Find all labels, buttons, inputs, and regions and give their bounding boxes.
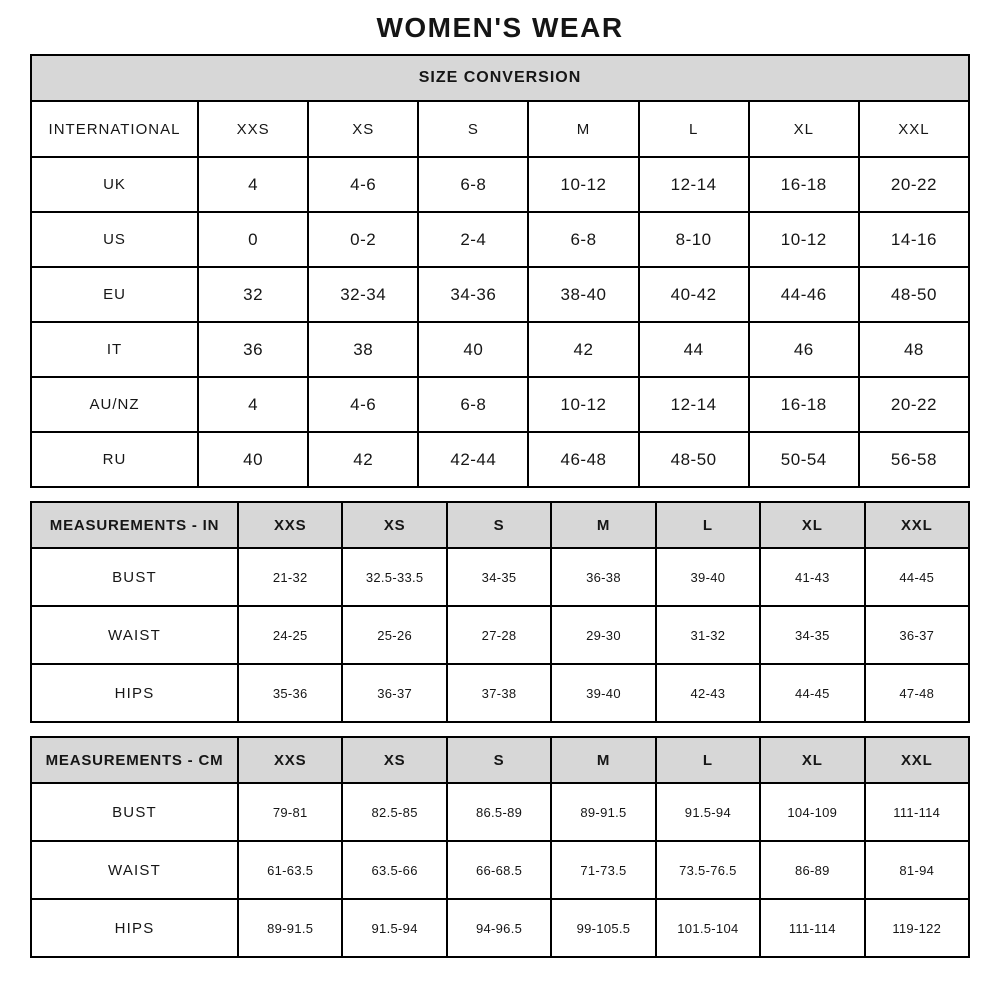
value-cell: 71-73.5 xyxy=(551,841,655,899)
row-label: AU/NZ xyxy=(31,377,198,432)
measurements-cm-body xyxy=(31,783,969,957)
size-column-header: L xyxy=(656,737,760,783)
table-row xyxy=(31,212,969,267)
value-cell: 42 xyxy=(308,432,418,487)
size-column-header: S xyxy=(447,737,551,783)
value-cell: 16-18 xyxy=(749,377,859,432)
value-cell: 14-16 xyxy=(859,212,969,267)
table-row xyxy=(31,606,969,664)
value-cell: 4-6 xyxy=(308,377,418,432)
value-cell: 79-81 xyxy=(238,783,342,841)
measurements-in-body xyxy=(31,548,969,722)
value-cell: 111-114 xyxy=(760,899,864,957)
value-cell: 21-32 xyxy=(238,548,342,606)
value-cell: 119-122 xyxy=(865,899,969,957)
value-cell: 89-91.5 xyxy=(551,783,655,841)
row-label: BUST xyxy=(31,783,238,841)
value-cell: 4 xyxy=(198,157,308,212)
value-cell: 32.5-33.5 xyxy=(342,548,446,606)
value-cell: 46-48 xyxy=(528,432,638,487)
row-label: IT xyxy=(31,322,198,377)
value-cell: 8-10 xyxy=(639,212,749,267)
value-cell: 32-34 xyxy=(308,267,418,322)
size-column-header: XXS xyxy=(238,737,342,783)
value-cell: 40 xyxy=(418,322,528,377)
value-cell: 29-30 xyxy=(551,606,655,664)
value-cell: 104-109 xyxy=(760,783,864,841)
value-cell: 61-63.5 xyxy=(238,841,342,899)
value-cell: 2-4 xyxy=(418,212,528,267)
size-column-header: L xyxy=(639,101,749,157)
table-row xyxy=(31,664,969,722)
value-cell: 63.5-66 xyxy=(342,841,446,899)
size-column-header: XXL xyxy=(859,101,969,157)
row-label: US xyxy=(31,212,198,267)
value-cell: 34-36 xyxy=(418,267,528,322)
value-cell: 6-8 xyxy=(418,377,528,432)
value-cell: 42 xyxy=(528,322,638,377)
value-cell: 91.5-94 xyxy=(656,783,760,841)
value-cell: 38-40 xyxy=(528,267,638,322)
value-cell: 42-43 xyxy=(656,664,760,722)
value-cell: 36-38 xyxy=(551,548,655,606)
row-label: RU xyxy=(31,432,198,487)
value-cell: 40 xyxy=(198,432,308,487)
value-cell: 50-54 xyxy=(749,432,859,487)
value-cell: 41-43 xyxy=(760,548,864,606)
size-column-header: XS xyxy=(308,101,418,157)
value-cell: 0 xyxy=(198,212,308,267)
size-column-header: XS xyxy=(342,502,446,548)
measurements-cm-header-row xyxy=(31,737,969,783)
label-column-header: MEASUREMENTS - CM xyxy=(31,737,238,783)
value-cell: 86.5-89 xyxy=(447,783,551,841)
value-cell: 20-22 xyxy=(859,157,969,212)
row-label: HIPS xyxy=(31,664,238,722)
value-cell: 27-28 xyxy=(447,606,551,664)
value-cell: 39-40 xyxy=(656,548,760,606)
value-cell: 36-37 xyxy=(865,606,969,664)
size-column-header: XL xyxy=(760,737,864,783)
value-cell: 35-36 xyxy=(238,664,342,722)
table-row xyxy=(31,548,969,606)
value-cell: 34-35 xyxy=(760,606,864,664)
row-label: EU xyxy=(31,267,198,322)
value-cell: 44-46 xyxy=(749,267,859,322)
value-cell: 73.5-76.5 xyxy=(656,841,760,899)
value-cell: 20-22 xyxy=(859,377,969,432)
size-column-header: XS xyxy=(342,737,446,783)
measurements-in-table xyxy=(30,501,970,723)
table-row xyxy=(31,899,969,957)
table-row xyxy=(31,157,969,212)
size-column-header: S xyxy=(418,101,528,157)
value-cell: 36 xyxy=(198,322,308,377)
value-cell: 10-12 xyxy=(749,212,859,267)
value-cell: 24-25 xyxy=(238,606,342,664)
value-cell: 12-14 xyxy=(639,377,749,432)
size-column-header: M xyxy=(551,737,655,783)
value-cell: 48-50 xyxy=(859,267,969,322)
value-cell: 0-2 xyxy=(308,212,418,267)
table-row xyxy=(31,267,969,322)
value-cell: 82.5-85 xyxy=(342,783,446,841)
value-cell: 42-44 xyxy=(418,432,528,487)
row-label: UK xyxy=(31,157,198,212)
size-conversion-table xyxy=(30,54,970,488)
value-cell: 10-12 xyxy=(528,377,638,432)
value-cell: 36-37 xyxy=(342,664,446,722)
size-conversion-band-title: SIZE CONVERSION xyxy=(31,55,969,101)
row-label: WAIST xyxy=(31,841,238,899)
value-cell: 91.5-94 xyxy=(342,899,446,957)
value-cell: 99-105.5 xyxy=(551,899,655,957)
table-row xyxy=(31,377,969,432)
value-cell: 34-35 xyxy=(447,548,551,606)
size-column-header: XL xyxy=(749,101,859,157)
value-cell: 38 xyxy=(308,322,418,377)
size-column-header: S xyxy=(447,502,551,548)
value-cell: 44 xyxy=(639,322,749,377)
table-row xyxy=(31,783,969,841)
value-cell: 81-94 xyxy=(865,841,969,899)
page-title: WOMEN'S WEAR xyxy=(376,12,624,43)
label-column-header: INTERNATIONAL xyxy=(31,101,198,157)
value-cell: 46 xyxy=(749,322,859,377)
value-cell: 4-6 xyxy=(308,157,418,212)
size-column-header: XL xyxy=(760,502,864,548)
value-cell: 111-114 xyxy=(865,783,969,841)
row-label: BUST xyxy=(31,548,238,606)
value-cell: 25-26 xyxy=(342,606,446,664)
value-cell: 56-58 xyxy=(859,432,969,487)
size-column-header: XXS xyxy=(238,502,342,548)
value-cell: 47-48 xyxy=(865,664,969,722)
table-row xyxy=(31,841,969,899)
size-conversion-header-row xyxy=(31,101,969,157)
row-label: WAIST xyxy=(31,606,238,664)
table-row xyxy=(31,322,969,377)
value-cell: 10-12 xyxy=(528,157,638,212)
size-column-header: XXL xyxy=(865,502,969,548)
value-cell: 4 xyxy=(198,377,308,432)
value-cell: 101.5-104 xyxy=(656,899,760,957)
value-cell: 44-45 xyxy=(865,548,969,606)
size-column-header: M xyxy=(551,502,655,548)
label-column-header: MEASUREMENTS - IN xyxy=(31,502,238,548)
value-cell: 6-8 xyxy=(418,157,528,212)
value-cell: 31-32 xyxy=(656,606,760,664)
value-cell: 94-96.5 xyxy=(447,899,551,957)
value-cell: 89-91.5 xyxy=(238,899,342,957)
row-label: HIPS xyxy=(31,899,238,957)
value-cell: 39-40 xyxy=(551,664,655,722)
size-conversion-body xyxy=(31,157,969,487)
value-cell: 86-89 xyxy=(760,841,864,899)
size-column-header: XXS xyxy=(198,101,308,157)
measurements-in-header-row xyxy=(31,502,969,548)
value-cell: 44-45 xyxy=(760,664,864,722)
value-cell: 37-38 xyxy=(447,664,551,722)
value-cell: 40-42 xyxy=(639,267,749,322)
table-row xyxy=(31,432,969,487)
size-column-header: M xyxy=(528,101,638,157)
value-cell: 16-18 xyxy=(749,157,859,212)
value-cell: 66-68.5 xyxy=(447,841,551,899)
size-column-header: XXL xyxy=(865,737,969,783)
size-conversion-band-row xyxy=(31,55,969,101)
value-cell: 48 xyxy=(859,322,969,377)
measurements-cm-table xyxy=(30,736,970,958)
value-cell: 48-50 xyxy=(639,432,749,487)
size-column-header: L xyxy=(656,502,760,548)
value-cell: 32 xyxy=(198,267,308,322)
value-cell: 6-8 xyxy=(528,212,638,267)
value-cell: 12-14 xyxy=(639,157,749,212)
